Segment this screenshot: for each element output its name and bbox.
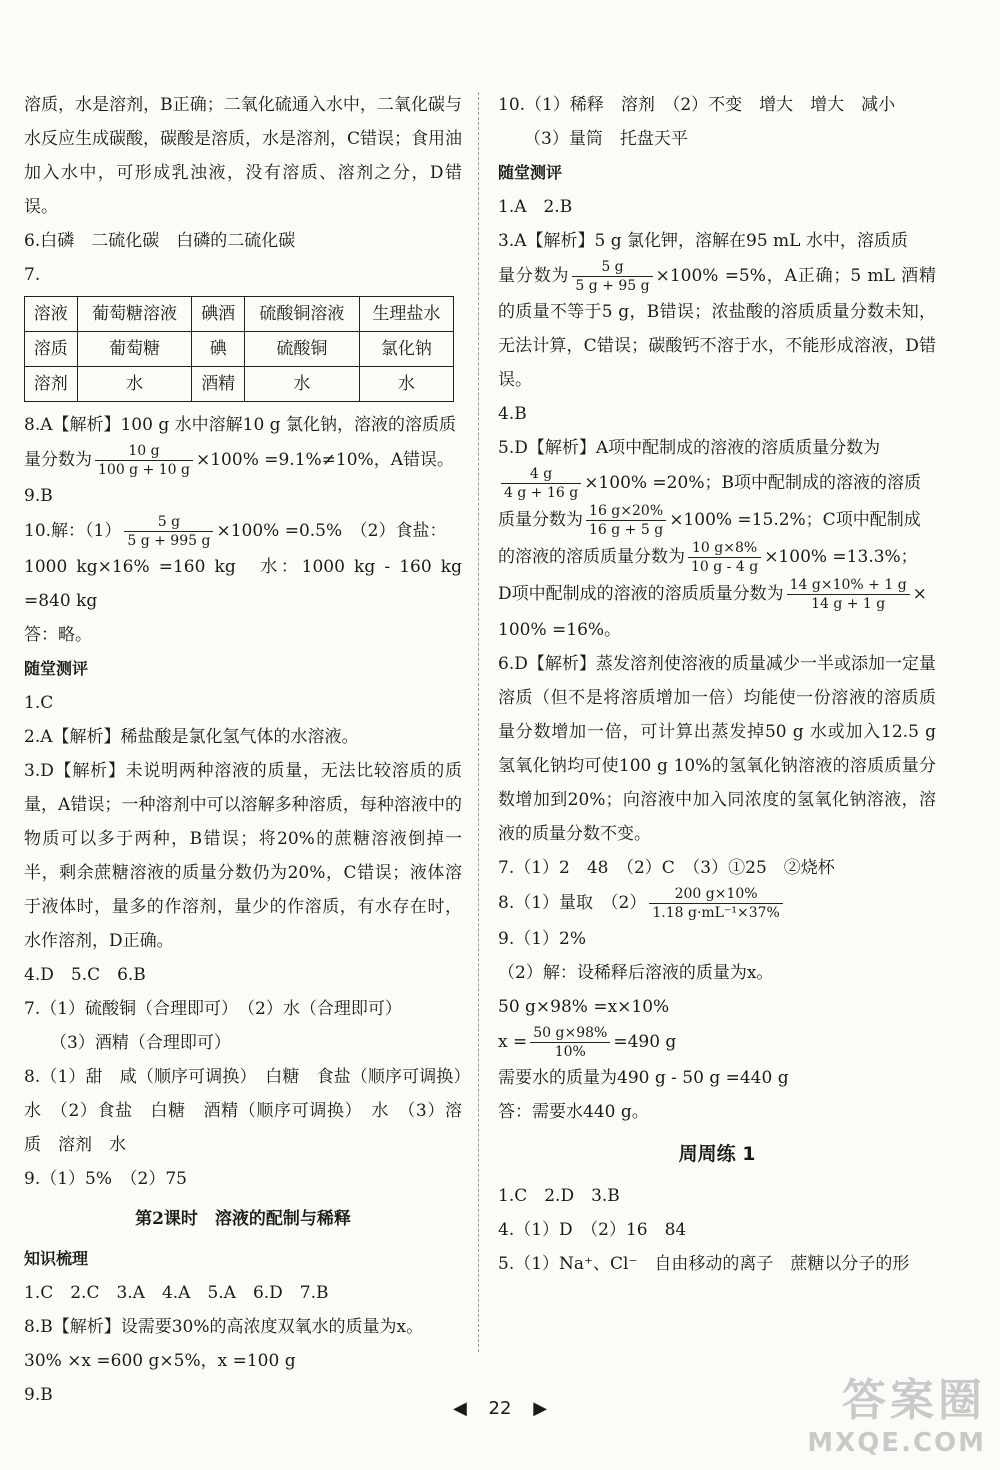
answer-5-cont: 溶质，水是溶剂，B正确；二氧化硫通入水中，二氧化碳与水反应生成碳酸，碳酸是溶质，水是溶剂，C错误；食用油加入水中，可形成乳浊液，没有溶质、溶剂之分，D错误。: [24, 95, 463, 217]
table-cell: 溶剂: [25, 367, 78, 402]
answer-9: 9.B: [24, 486, 53, 506]
answer-10: 10.解：（1） $\frac{5 g}{5 g + 995 g}$ ×100% =0.5% （2）食盐： 1000 kg×16% =160 kg 水：1000 kg - 160 kg =840 kg 答：略。: [24, 514, 462, 645]
fraction: $\frac{10 g\times 8\%}{10 g - 4 g}$: [688, 539, 761, 576]
quiz-answer-8: 8.（1）量取 （2） $\frac{200 g\times 10\%}{\text{1.18 g·mL⁻¹×37\%}}$: [498, 885, 936, 922]
watermark-text: 答案圈: [842, 1375, 986, 1426]
quiz-answer-9: 9.（1）2% （2）解：设稀释后溶液的质量为x。 50 g×98% =x×10% x = $\frac{50 g\times 98\%}{10\%}$ =490 g 需要水的质量为490 g - 50 g =440 g 答：需要水440 g。: [498, 929, 789, 1122]
quiz-answer-1-2: 1.A 2.B: [498, 197, 573, 217]
section-heading: 随堂测评: [498, 163, 563, 182]
watermark-url: MXQE.COM: [807, 1428, 986, 1458]
section-heading: 知识梳理: [24, 1249, 89, 1268]
fraction: $\frac{200 g\times 10\%}{\text{1.18 g·mL⁻¹×37\%}}$: [649, 885, 782, 922]
table-cell: 水: [77, 367, 192, 402]
quiz-answer-2: 2.A【解析】稀盐酸是氯化氢气体的水溶液。: [24, 727, 359, 747]
table-row: [25, 367, 454, 402]
table-cell: 硫酸铜: [244, 332, 359, 367]
answer-7-label: 7.: [24, 265, 41, 285]
quiz-answer-3: 3.A【解析】5 g 氯化钾，溶解在95 mL 水中，溶质质 量分数为 $\frac{5 g}{5 g + 95 g}$ ×100% =5%，A正确；5 mL 酒精的质量不等于5 g，B错误；浓盐酸的溶质质量分数未知，无法计算，C错误；碳酸钙不溶于水，不能形成溶液，D错误。: [498, 231, 937, 390]
answer-6: 6.白磷 二硫化碳 白磷的二硫化碳: [24, 231, 296, 251]
section-heading: 随堂测评: [24, 659, 89, 678]
table-cell: 水: [244, 367, 359, 402]
fraction: $\frac{14 g\times 10\% + 1 g}{14 g + 1 g}$: [787, 576, 910, 613]
table-cell: 溶液: [25, 297, 78, 332]
solution-table: [24, 296, 454, 402]
table-cell: 葡萄糖: [77, 332, 192, 367]
table-cell: 水: [359, 367, 453, 402]
weekly-practice-title: 周周练 1: [678, 1143, 756, 1165]
table-row: [25, 297, 454, 332]
quiz-answer-4: 4.B: [498, 404, 527, 424]
knowledge-answer-9: 9.B: [24, 1385, 53, 1405]
quiz-answer-7: 7.（1）2 48 （2）C （3）①25 ②烧杯: [498, 858, 835, 878]
fraction: $\frac{10 g}{100 g + 10 g}$: [95, 442, 193, 479]
fraction: $\frac{16 g\times 20\%}{16 g + 5 g}$: [586, 502, 666, 539]
fraction: $\frac{50 g\times 98\%}{10\%}$: [530, 1024, 610, 1061]
fraction: $\frac{5 g}{5 g + 995 g}$: [124, 513, 213, 550]
column-divider: [478, 92, 479, 1352]
lesson-title: 第2课时 溶液的配制与稀释: [135, 1209, 351, 1229]
table-cell: 硫酸铜溶液: [244, 297, 359, 332]
table-cell: 氯化钠: [359, 332, 453, 367]
quiz-answer-7: 7.（1）硫酸铜（合理即可） （2）水（合理即可） （3）酒精（合理即可）: [24, 999, 402, 1053]
weekly-answers-1-3: 1.C 2.D 3.B: [498, 1186, 620, 1206]
table-cell: 碘: [192, 332, 245, 367]
answer-10: 10.（1）稀释 溶剂 （2）不变 增大 增大 减小 （3）量筒 托盘天平: [498, 95, 896, 149]
fraction: $\frac{4 g}{4 g + 16 g}$: [501, 465, 581, 502]
knowledge-answer-8: 8.B【解析】设需要30%的高浓度双氧水的质量为x。 30% ×x =600 g×5%，x =100 g: [24, 1317, 424, 1371]
table-cell: 酒精: [192, 367, 245, 402]
quiz-answer-1: 1.C: [24, 693, 54, 713]
table-cell: 溶质: [25, 332, 78, 367]
watermark-logo: [807, 1364, 986, 1458]
quiz-answer-6: 6.D【解析】蒸发溶剂使溶液的质量减少一半或添加一定量溶质（但不是将溶质增加一倍）均能使一份溶液的溶质质量分数增加一倍，可计算出蒸发掉50 g 水或加入12.5 g 氢氧化钠均可使100 g 10%的氢氧化钠溶液的溶质质量分数增加到20%；向溶液中加入同浓度的氢氧化钠溶液，溶液的质量分数不变。: [498, 654, 936, 844]
weekly-answer-5: 5.（1）Na⁺、Cl⁻ 自由移动的离子 蔗糖以分子的形: [498, 1254, 910, 1274]
right-column: [498, 88, 936, 1281]
left-column: [24, 88, 479, 1412]
answer-8: 8.A【解析】100 g 水中溶解10 g 氯化钠，溶液的溶质质 量分数为 $\frac{10 g}{100 g + 10 g}$ ×100% =9.1%≠10%，A错误。: [24, 415, 456, 478]
prev-page-icon[interactable]: ◀: [452, 1398, 467, 1419]
quiz-answer-3: 3.D【解析】未说明两种溶液的质量，无法比较溶质的质量，A错误；一种溶剂中可以溶解多种溶质，每种溶液中的物质可以多于两种，B错误；将20%的蔗糖溶液倒掉一半，剩余蔗糖溶液的质量分数仍为20%，C错误；液体溶于液体时，量多的作溶剂，量少的作溶质，有水存在时，水作溶剂，D正确。: [24, 761, 462, 951]
next-page-icon[interactable]: ▶: [533, 1398, 548, 1419]
quiz-answer-9: 9.（1）5% （2）75: [24, 1169, 187, 1189]
table-cell: 生理盐水: [359, 297, 453, 332]
knowledge-answers: 1.C 2.C 3.A 4.A 5.A 6.D 7.B: [24, 1283, 329, 1303]
table-cell: 葡萄糖溶液: [77, 297, 192, 332]
table-row: [25, 332, 454, 367]
quiz-answer-5: 5.D【解析】A项中配制成的溶液的溶质质量分数为 $\frac{4 g}{4 g + 16 g}$ ×100% =20%；B项中配制成的溶液的溶质 质量分数为 $\frac{16 g\times 20\%}{16 g + 5 g}$ ×100% =15.2%；C项中配制成 的溶液的溶质质量分数为 $\frac{10 g\times 8\%}{10 g - 4 g}$ ×100% =13.3%； D项中配制成的溶液的溶质质量分数为 $\frac{14 g\times 10\% + 1 g}{14 g + 1 g}$ × 100% =16%。: [498, 438, 927, 640]
table-cell: 碘酒: [192, 297, 245, 332]
quiz-answer-8: 8.（1）甜 咸（顺序可调换） 白糖 食盐（顺序可调换） 水 （2）食盐 白糖 酒精（顺序可调换） 水 （3）溶质 溶剂 水: [24, 1067, 479, 1155]
fraction: $\frac{5 g}{5 g + 95 g}$: [572, 258, 652, 295]
page-number: 22: [488, 1398, 512, 1419]
weekly-answer-4: 4.（1）D （2）16 84: [498, 1220, 687, 1240]
quiz-answer-4-6: 4.D 5.C 6.B: [24, 965, 146, 985]
